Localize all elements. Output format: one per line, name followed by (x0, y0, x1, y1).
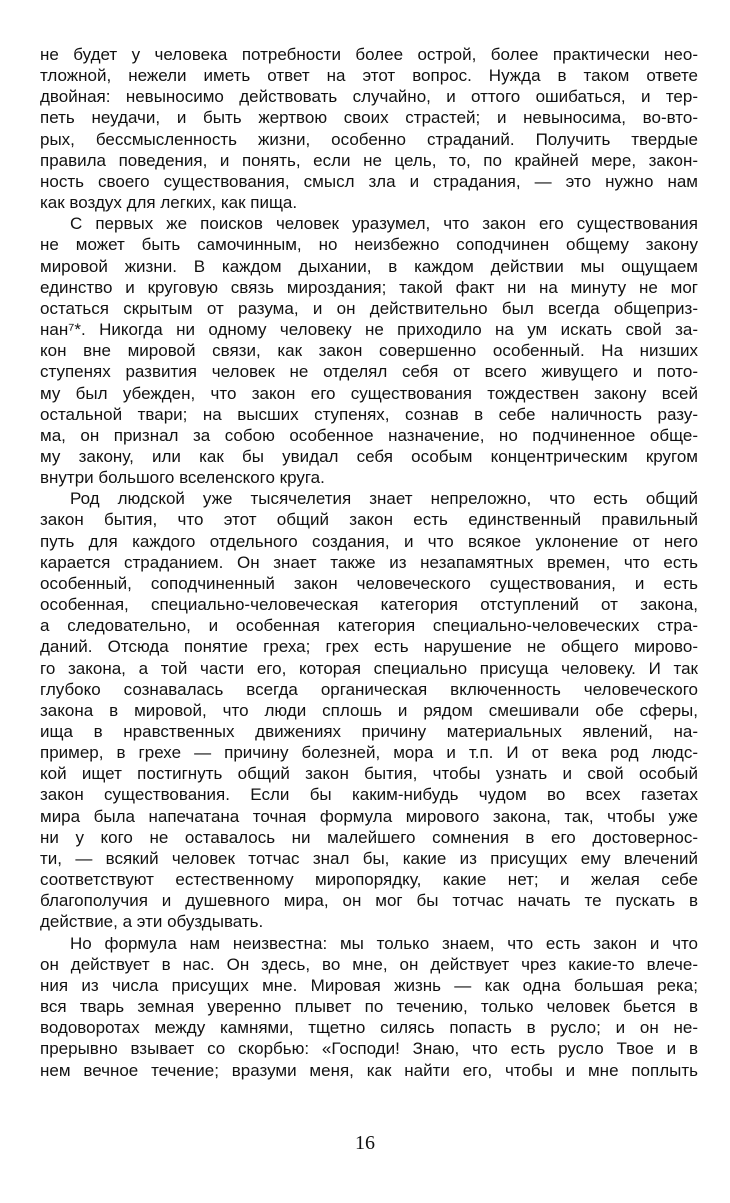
text-line: го закона, а той части его, которая специально присуща человеку. И так (40, 658, 698, 678)
text-line: закон бытия, что этот общий закон есть единственный правильный (40, 510, 698, 530)
text-line: остальной твари; на высших ступенях, сознав в себе наличность разу- (40, 404, 698, 424)
text-line: карается страданием. Он знает также из незапамятных времен, что есть (40, 552, 698, 572)
text-line: глубоко сознавалась всегда органическая включенность человеческого (40, 679, 698, 699)
text-line: рых, бессмысленность жизни, особенно страданий. Получить твердые (40, 129, 698, 149)
text-line: единство и круговую связь мироздания; такой факт ни на минуту не мог (40, 277, 698, 297)
text-line: кой ищет постигнуть общий закон бытия, чтобы узнать и свой особый (40, 764, 698, 784)
text-line: мира была напечатана точная формула мирового закона, так, чтобы уже (40, 806, 698, 826)
text-line: ность своего существования, смысл зла и страдания, — это нужно нам (40, 171, 698, 191)
text-line: особенный, соподчиненный закон человеческого существования, и есть (40, 573, 698, 593)
text-line: С первых же поисков человек уразумел, что закон его существования (70, 214, 698, 234)
text-line: соответствуют естественному миропорядку, какие нет; и желая себе (40, 870, 698, 890)
text-line: он действует в нас. Он здесь, во мне, он действует чрез какие-то влече- (40, 954, 698, 974)
page-number: 16 (355, 1132, 375, 1154)
text-line: закона в мировой, что люди сплошь и рядом смешивали обе сферы, (40, 700, 698, 720)
paragraph (40, 44, 698, 213)
body-text (40, 44, 698, 1081)
text-line: Но формула нам неизвестна: мы только знаем, что есть закон и что (70, 933, 698, 953)
text-line: остаться скрытым от разума, и он действительно был всегда общеприз- (40, 298, 698, 318)
text-line: ма, он признал за собою особенное назначение, но подчиненное обще- (40, 425, 698, 445)
text-line: мировой жизни. В каждом дыхании, в каждом действии мы ощущаем (40, 256, 698, 276)
text-line: особенная, специально-человеческая категория отступлений от закона, (40, 595, 698, 615)
text-line: правила поведения, и понять, если не цель, то, по крайней мере, закон- (40, 150, 698, 170)
paragraph (40, 213, 698, 488)
text-line: не может быть самочинным, но неизбежно соподчинен общему закону (40, 235, 698, 255)
text-line: даний. Отсюда понятие греха; грех есть нарушение не общего мирово- (40, 637, 698, 657)
text-line: петь неудачи, и быть жертвою своих страстей; и невыносима, во-вто- (40, 108, 698, 128)
text-line: а следовательно, и особенная категория специально-человеческих стра- (40, 616, 698, 636)
text-line: кон вне мировой связи, как закон совершенно особенный. На низших (40, 341, 698, 361)
text-line: двойная: невыносимо действовать случайно, и оттого ошибаться, и тер- (40, 87, 698, 107)
paragraph (40, 488, 698, 932)
text-line: благополучия и душевного мира, он мог бы тотчас начать те пускать в (40, 891, 698, 911)
text-line: ни у кого не оставалось ни малейшего сомнения в его достовернос- (40, 827, 698, 847)
text-line: тложной, нежели иметь ответ на этот вопрос. Нужда в таком ответе (40, 66, 698, 86)
text-line: прерывно взывает со скорбью: «Господи! Знаю, что есть русло Твое и в (40, 1039, 698, 1059)
text-line: нем вечное течение; вразуми меня, как найти его, чтобы и мне поплыть (40, 1060, 698, 1080)
text-line: нан⁷*. Никогда ни одному человеку не приходило на ум искать свой за- (40, 320, 698, 340)
text-line: му был убежден, что закон его существования тождествен закону всей (40, 383, 698, 403)
text-line: му закону, или как бы увидал себя особым концентрическим кругом (40, 446, 698, 466)
text-line: ища в нравственных движениях причину материальных явлений, на- (40, 722, 698, 741)
text-line: ступенях развития человек не отделял себя от всего живущего и пото- (40, 362, 698, 382)
text-line: водоворотах между камнями, тщетно силясь попасть в русло; и он не- (40, 1018, 698, 1038)
text-line: ти, — всякий человек тотчас знал бы, какие из присущих ему влечений (40, 848, 698, 868)
text-line: закон существования. Если бы каким-нибудь чудом во всех газетах (40, 785, 698, 805)
text-line: как воздух для легких, как пища. (40, 193, 298, 213)
paragraph (40, 933, 698, 1081)
text-line: вся тварь земная уверенно плывет по течению, только человек бьется в (40, 997, 698, 1017)
text-line: Род людской уже тысячелетия знает непреложно, что есть общий (70, 489, 698, 509)
text-line: путь для каждого отдельного создания, и что всякое уклонение от него (40, 531, 698, 551)
text-line: действие, а эти обуздывать. (40, 912, 264, 932)
text-line: внутри большого вселенского круга. (40, 468, 325, 488)
text-line: пример, в грехе — причину болезней, мора и т.п. И от века род людс- (40, 743, 698, 763)
text-line: не будет у человека потребности более острой, более практически нео- (40, 45, 698, 64)
text-line: ния из числа присущих мне. Мировая жизнь — как одна большая река; (40, 975, 698, 995)
